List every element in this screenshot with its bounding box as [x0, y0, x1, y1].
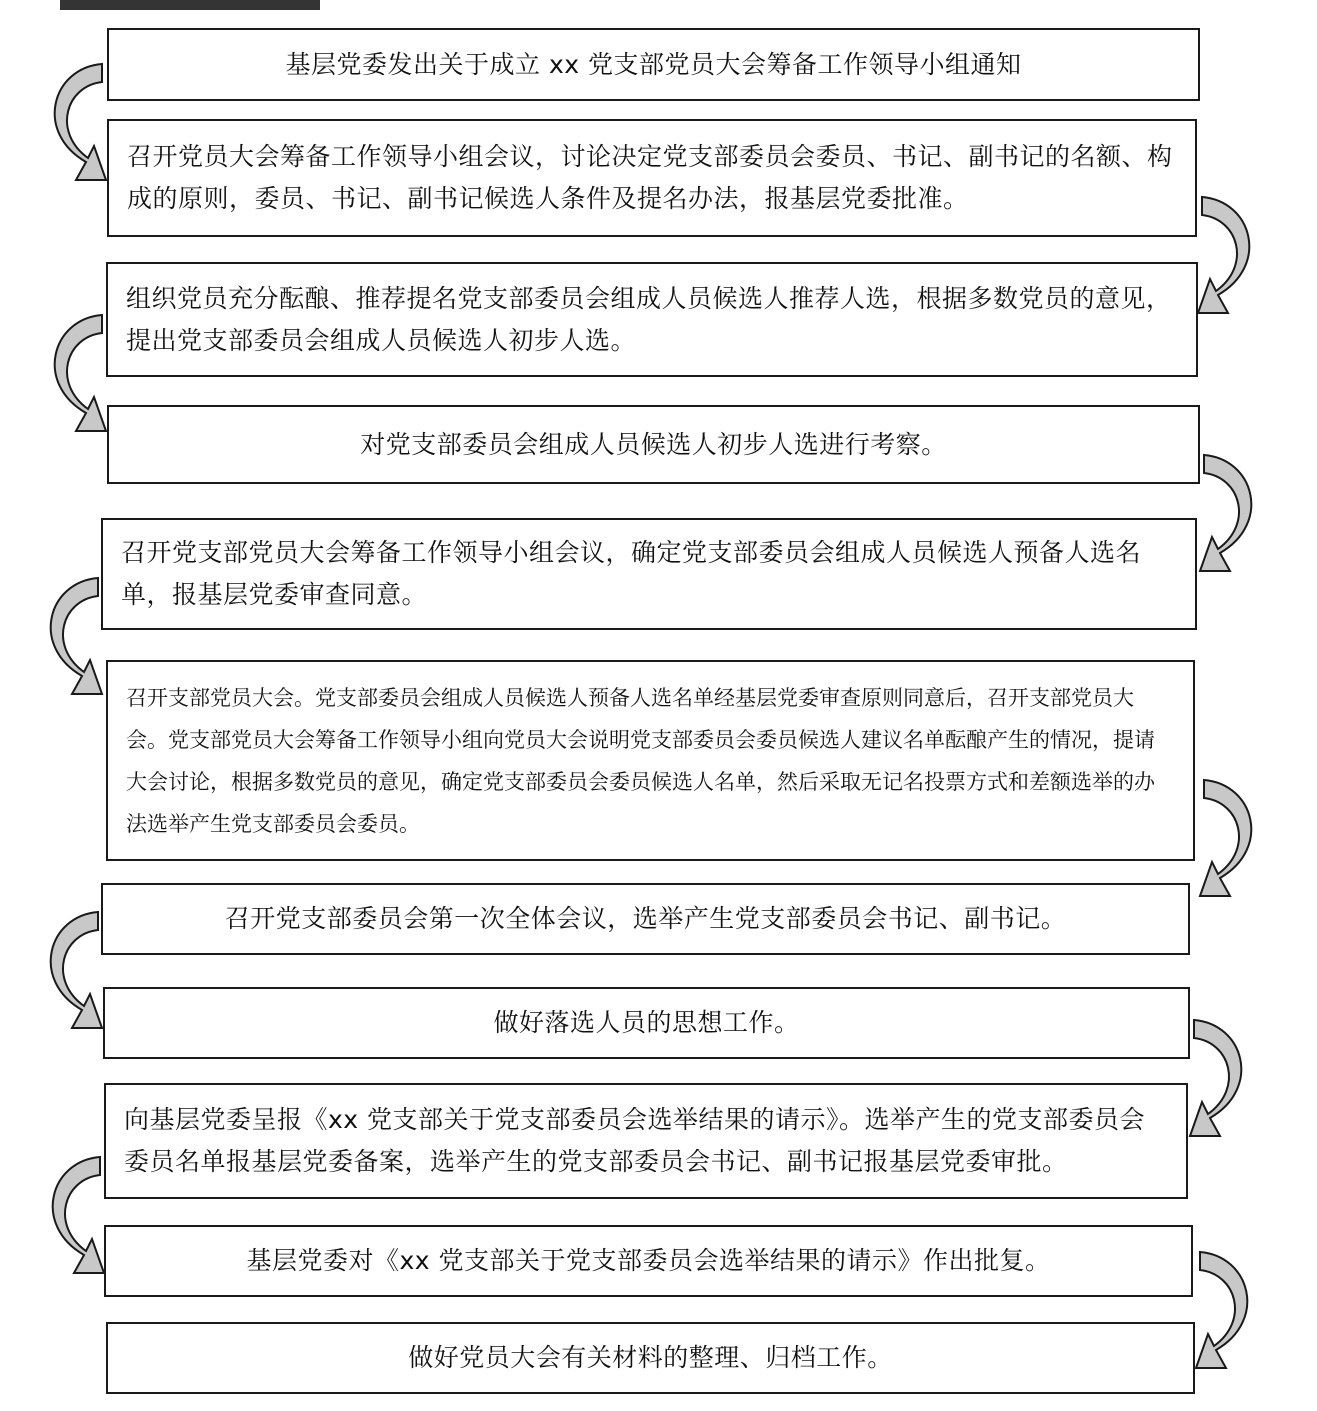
curved-arrow-right-3-icon	[1200, 778, 1270, 908]
curved-arrow-right-1-icon	[1198, 195, 1268, 325]
curved-arrow-left-2-icon	[36, 313, 106, 443]
step-3-box	[106, 262, 1198, 377]
cropped-heading	[60, 0, 320, 10]
step-10-box	[104, 1225, 1193, 1297]
curved-arrow-left-4-icon	[32, 910, 102, 1040]
step-3-text: 组织党员充分酝酿、推荐提名党支部委员会组成人员候选人推荐人选，根据多数党员的意见，提出党支部委员会组成人员候选人初步人选。	[126, 283, 1172, 355]
step-10-text: 基层党委对《xx 党支部关于党支部委员会选举结果的请示》作出批复。	[246, 1246, 1051, 1275]
step-8-text: 做好落选人员的思想工作。	[493, 1008, 800, 1037]
step-2-box	[107, 119, 1197, 237]
step-4-text: 对党支部委员会组成人员候选人初步人选进行考察。	[360, 429, 947, 459]
step-11-box	[106, 1322, 1195, 1394]
step-6-box	[106, 660, 1195, 861]
step-7-text: 召开党支部委员会第一次全体会议，选举产生党支部委员会书记、副书记。	[224, 904, 1067, 933]
step-1-text: 基层党委发出关于成立 xx 党支部党员大会筹备工作领导小组通知	[285, 49, 1022, 79]
step-5-text: 召开党支部党员大会筹备工作领导小组会议，确定党支部委员会组成人员候选人预备人选名单，报基层党委审查同意。	[121, 538, 1142, 609]
step-9-box	[104, 1083, 1188, 1199]
step-1-box	[107, 28, 1200, 101]
step-7-box	[101, 883, 1190, 955]
step-5-box	[101, 518, 1197, 630]
curved-arrow-right-2-icon	[1200, 453, 1270, 583]
step-6-text: 召开支部党员大会。党支部委员会组成人员候选人预备人选名单经基层党委审查原则同意后，召开支部党员大会。党支部党员大会筹备工作领导小组向党员大会说明党支部委员会委员候选人建议名单酝酿产生的情况，提请大会讨论，根据多数党员的意见，确定党支部委员会委员候选人名单，然后采取无记名投票方式和差额选举的办法选举产生党支部委员会委员。	[126, 685, 1155, 836]
step-8-box	[103, 987, 1190, 1059]
curved-arrow-right-5-icon	[1196, 1250, 1266, 1380]
step-9-text: 向基层党委呈报《xx 党支部关于党支部委员会选举结果的请示》。选举产生的党支部委员会委员名单报基层党委备案，选举产生的党支部委员会书记、副书记报基层党委审批。	[124, 1105, 1146, 1176]
curved-arrow-left-1-icon	[36, 62, 106, 192]
step-11-text: 做好党员大会有关材料的整理、归档工作。	[408, 1343, 893, 1372]
curved-arrow-left-3-icon	[32, 576, 102, 706]
step-2-text: 召开党员大会筹备工作领导小组会议，讨论决定党支部委员会委员、书记、副书记的名额、构成的原则，委员、书记、副书记候选人条件及提名办法，报基层党委批准。	[127, 142, 1173, 213]
curved-arrow-left-5-icon	[34, 1155, 104, 1285]
step-4-box	[107, 405, 1200, 484]
curved-arrow-right-4-icon	[1190, 1018, 1260, 1148]
